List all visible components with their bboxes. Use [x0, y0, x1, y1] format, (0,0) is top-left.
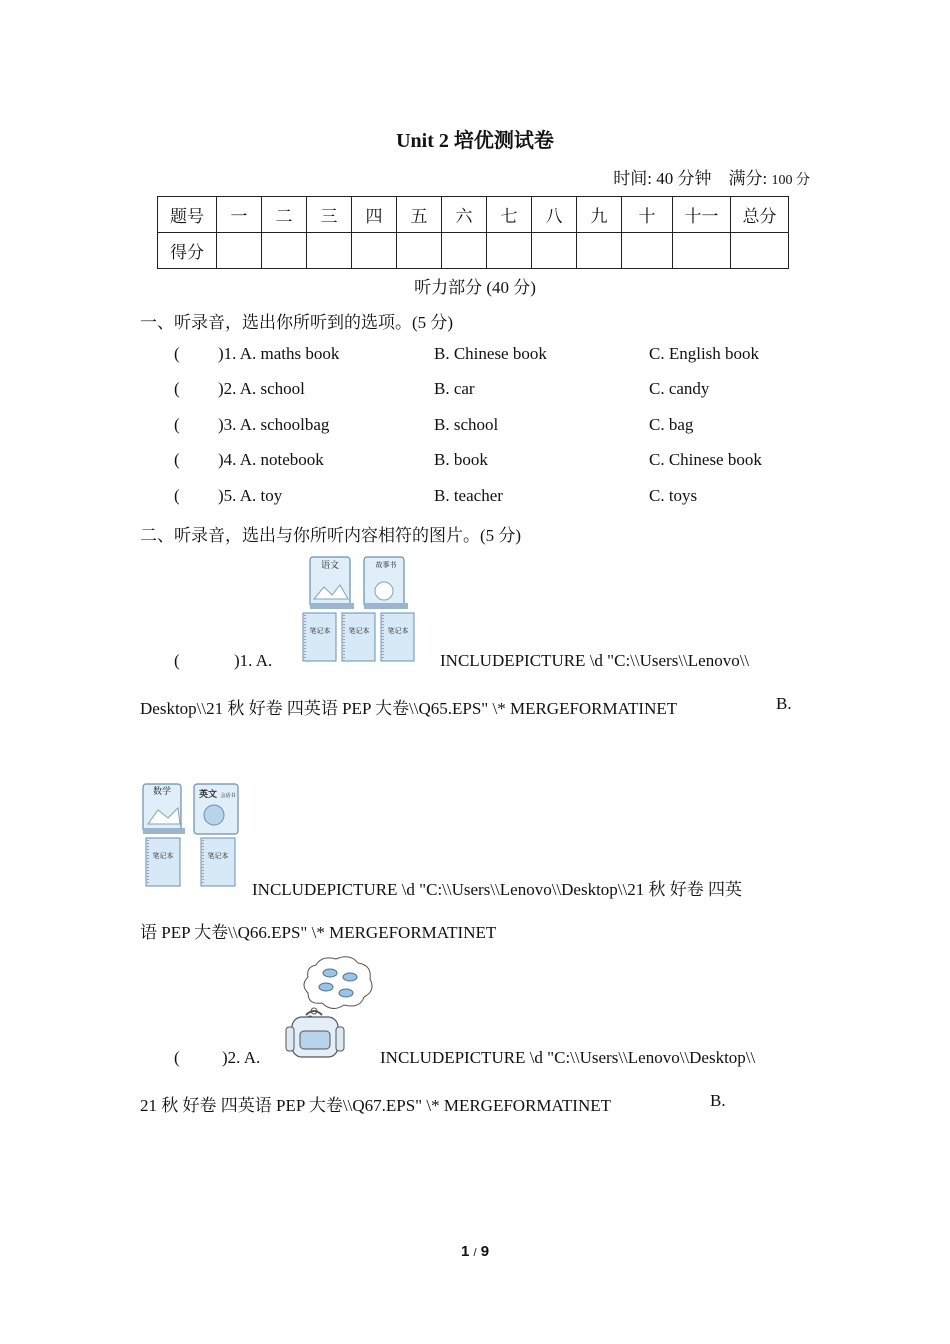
notebook-label: 笔记本: [348, 627, 370, 635]
q-option-c: C. Chinese book: [649, 450, 762, 469]
score-cell[interactable]: [442, 233, 487, 269]
maths-book-icon: [143, 784, 185, 834]
include-field: INCLUDEPICTURE \d "C:\\Users\\Lenovo\\: [440, 651, 750, 670]
score-header-cell: 三: [307, 197, 352, 233]
notebook-icon: [201, 838, 235, 886]
score-header-cell: 题号: [158, 197, 217, 233]
score-table-header: [158, 197, 789, 233]
exam-meta: [613, 164, 810, 189]
q-option-a: )1. A. maths book: [218, 344, 340, 363]
score-header-cell: 二: [262, 197, 307, 233]
notebook-label: 笔记本: [387, 627, 409, 635]
q-option-b: B. teacher: [434, 486, 503, 505]
story-book-icon: [364, 557, 408, 609]
story-book-label: 故事书: [375, 561, 397, 569]
q-option-c: C. English book: [649, 344, 760, 363]
listening-header: 听力部分 (40 分): [414, 278, 536, 297]
notebook-icon: [303, 613, 336, 661]
notebook-label: 笔记本: [152, 852, 174, 860]
q-option-a: )2. A. school: [218, 379, 305, 398]
score-header-cell: 十: [622, 197, 673, 233]
score-row-label: 得分: [158, 233, 217, 269]
q-paren: (: [174, 379, 180, 398]
q-option-a: )5. A. toy: [218, 486, 283, 505]
score-cell[interactable]: [352, 233, 397, 269]
q-option-b: B. school: [434, 415, 499, 434]
page-separator: /: [473, 1247, 477, 1259]
score-header-cell: 九: [577, 197, 622, 233]
picture-books-notebooks-a: [300, 555, 420, 665]
score-cell[interactable]: [622, 233, 673, 269]
page-total: 9: [480, 1243, 490, 1260]
english-book-icon: [194, 784, 238, 834]
score-header-cell: 五: [397, 197, 442, 233]
q-option-a: )3. A. schoolbag: [218, 415, 330, 434]
page-number: [0, 1243, 950, 1260]
english-book-sublabel: 会话书: [220, 793, 236, 799]
score-header-cell: 一: [217, 197, 262, 233]
score-header-cell: 八: [532, 197, 577, 233]
q-paren: (: [174, 344, 180, 363]
score-header-cell: 七: [487, 197, 532, 233]
score-table: [157, 196, 789, 269]
score-table-row: [158, 233, 789, 269]
score-cell[interactable]: [397, 233, 442, 269]
time-limit: 时间: 40 分钟: [613, 169, 712, 188]
option-b-label: B.: [776, 694, 792, 713]
score-cell[interactable]: [532, 233, 577, 269]
score-header-cell: 十一: [673, 197, 731, 233]
include-field: INCLUDEPICTURE \d "C:\\Users\\Lenovo\\Desktop\\: [380, 1048, 756, 1067]
score-header-cell: 总分: [731, 197, 789, 233]
score-cell[interactable]: [262, 233, 307, 269]
score-cell[interactable]: [307, 233, 352, 269]
chinese-book-label: 语文: [320, 561, 340, 571]
q-option-b: B. book: [434, 450, 488, 469]
q-option-b: B. car: [434, 379, 475, 398]
score-cell[interactable]: [217, 233, 262, 269]
score-cell[interactable]: [673, 233, 731, 269]
include-field: 21 秋 好卷 四英语 PEP 大卷\\Q67.EPS" \* MERGEFORMATINET: [140, 1096, 612, 1115]
include-field: Desktop\\21 秋 好卷 四英语 PEP 大卷\\Q65.EPS" \* MERGEFORMATINET: [140, 699, 678, 718]
score-header-cell: 六: [442, 197, 487, 233]
q-number-a: )2. A.: [222, 1048, 261, 1067]
picture-schoolbag-candy: [280, 955, 376, 1063]
english-book-label: 英文: [198, 790, 218, 800]
full-score-value: 100 分: [771, 173, 810, 188]
score-header-cell: 四: [352, 197, 397, 233]
schoolbag-icon: [286, 1011, 344, 1057]
picture-books-notebooks-b: [140, 782, 244, 890]
notebook-icon: [381, 613, 414, 661]
score-cell[interactable]: [731, 233, 789, 269]
q-paren: (: [174, 450, 180, 469]
full-score-label: 满分:: [728, 169, 768, 188]
maths-book-label: 数学: [152, 787, 172, 797]
section1-title: 一、听录音，选出你所听到的选项。(5 分): [140, 313, 454, 332]
q-paren: (: [174, 651, 180, 670]
notebook-label: 笔记本: [207, 852, 229, 860]
notebook-icon: [342, 613, 375, 661]
include-field: 语 PEP 大卷\\Q66.EPS" \* MERGEFORMATINET: [140, 923, 497, 942]
q-paren: (: [174, 1048, 180, 1067]
q-option-c: C. toys: [649, 486, 698, 505]
score-cell[interactable]: [577, 233, 622, 269]
q-option-b: B. Chinese book: [434, 344, 547, 363]
section2-title: 二、听录音，选出与你所听内容相符的图片。(5 分): [140, 526, 522, 545]
q-option-a: )4. A. notebook: [218, 450, 324, 469]
q-option-c: C. bag: [649, 415, 694, 434]
option-b-label: B.: [710, 1091, 726, 1110]
score-cell[interactable]: [487, 233, 532, 269]
q-number-a: )1. A.: [234, 651, 273, 670]
q-option-c: C. candy: [649, 379, 710, 398]
q-paren: (: [174, 486, 180, 505]
notebook-label: 笔记本: [309, 627, 331, 635]
page-current: 1: [460, 1243, 470, 1260]
include-field: INCLUDEPICTURE \d "C:\\Users\\Lenovo\\Desktop\\21 秋 好卷 四英: [252, 880, 743, 899]
page-title: Unit 2 培优测试卷: [396, 130, 554, 152]
notebook-icon: [146, 838, 180, 886]
chinese-book-icon: [310, 557, 354, 609]
q-paren: (: [174, 415, 180, 434]
